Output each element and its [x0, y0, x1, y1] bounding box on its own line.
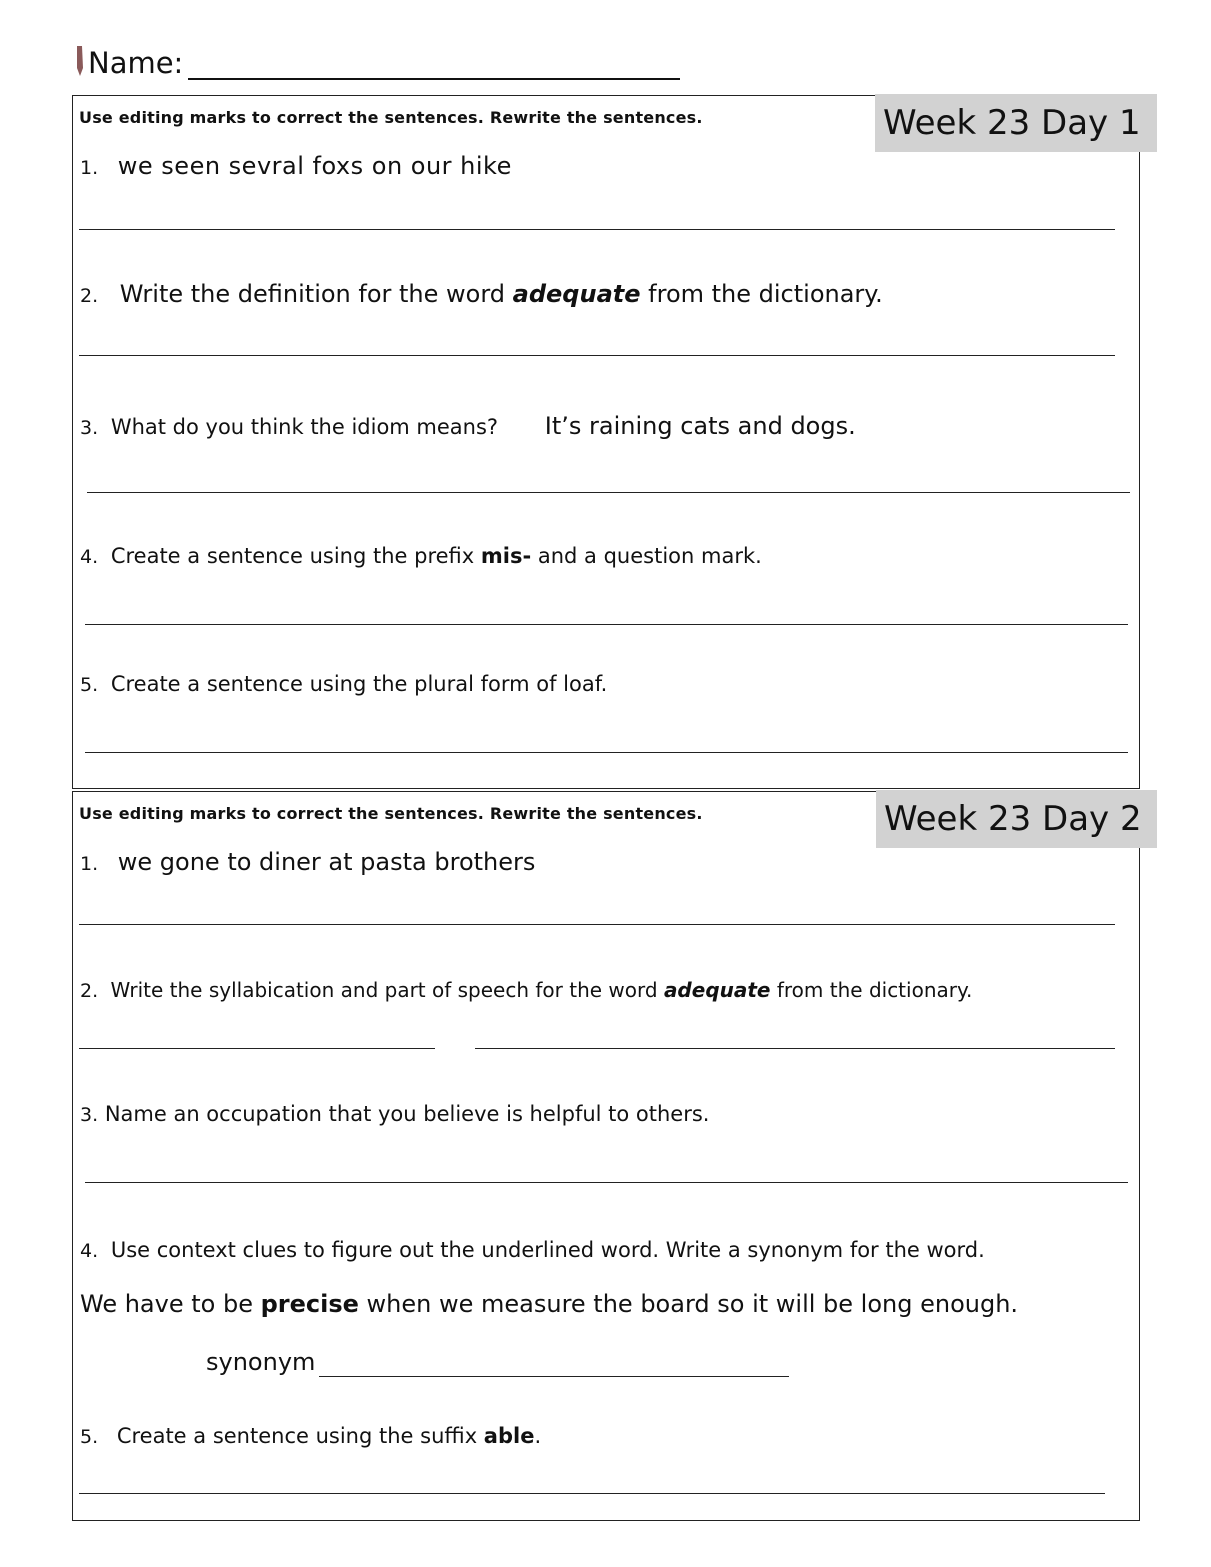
pencil-icon — [74, 46, 84, 76]
day1-week-badge: Week 23 Day 1 — [875, 94, 1157, 152]
day2-synonym-line[interactable] — [319, 1376, 789, 1377]
day1-question-3: 3. What do you think the idiom means? It’s raining cats and dogs. — [80, 412, 856, 440]
day1-question-1: 1. we seen sevral foxs on our hike — [80, 152, 512, 180]
day2-answer-line-1[interactable] — [79, 924, 1115, 925]
day1-answer-line-3[interactable] — [87, 492, 1130, 493]
day1-question-5: 5. Create a sentence using the plural form of loaf. — [80, 672, 608, 696]
day2-part-of-speech-line[interactable] — [475, 1048, 1115, 1049]
day1-answer-line-4[interactable] — [85, 624, 1128, 625]
day1-instruction: Use editing marks to correct the sentences. Rewrite the sentences. — [79, 108, 703, 127]
day2-week-badge: Week 23 Day 2 — [876, 790, 1157, 848]
day1-answer-line-1[interactable] — [79, 229, 1115, 230]
day1-question-2: 2. Write the definition for the word adequate from the dictionary. — [80, 280, 883, 308]
day2-instruction: Use editing marks to correct the sentences. Rewrite the sentences. — [79, 804, 703, 823]
day2-synonym-label: synonym — [206, 1348, 316, 1376]
name-field[interactable] — [188, 78, 680, 80]
day2-answer-line-3[interactable] — [85, 1182, 1128, 1183]
day1-answer-line-5[interactable] — [85, 752, 1128, 753]
day2-syllabication-line[interactable] — [79, 1048, 435, 1049]
day1-answer-line-2[interactable] — [79, 355, 1115, 356]
day2-question-1: 1. we gone to diner at pasta brothers — [80, 848, 536, 876]
day2-question-4: 4. Use context clues to figure out the underlined word. Write a synonym for the word. — [80, 1238, 985, 1262]
name-label: Name: — [88, 46, 184, 80]
day2-question-3: 3. Name an occupation that you believe is helpful to others. — [80, 1102, 710, 1126]
day2-question-2: 2. Write the syllabication and part of speech for the word adequate from the dictionary. — [80, 978, 973, 1002]
underlined-word: precise — [260, 1290, 359, 1318]
day1-section — [72, 95, 1140, 789]
day1-question-4: 4. Create a sentence using the prefix mis- and a question mark. — [80, 544, 762, 568]
day2-context-sentence: We have to be precise when we measure the board so it will be long enough. — [80, 1290, 1019, 1318]
day2-question-5: 5. Create a sentence using the suffix able. — [80, 1424, 542, 1448]
day2-section — [72, 791, 1140, 1521]
day2-answer-line-5[interactable] — [79, 1493, 1105, 1494]
